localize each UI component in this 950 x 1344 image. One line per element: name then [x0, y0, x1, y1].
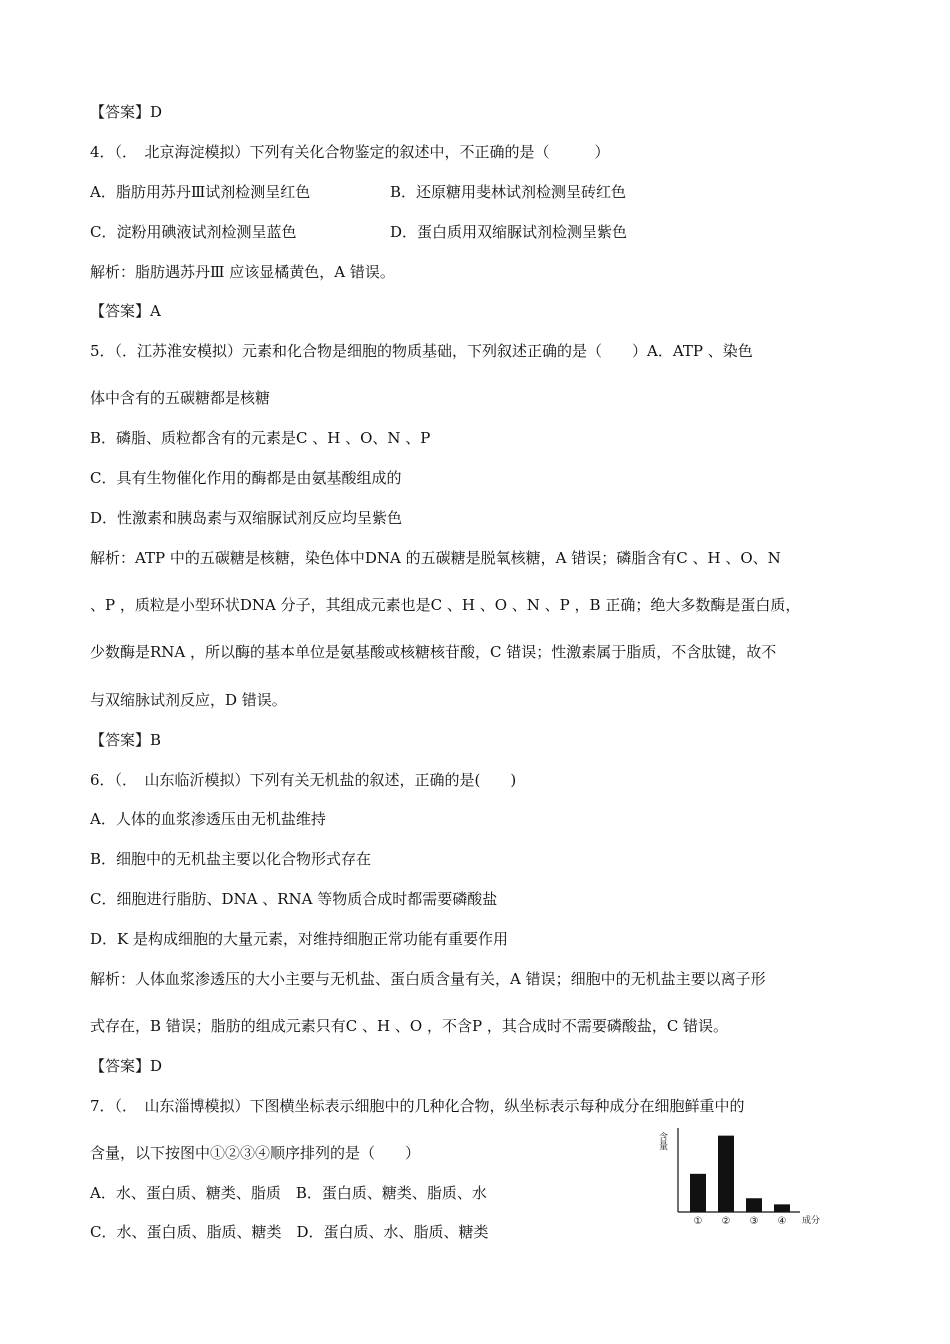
- x-tick-label-3: ③: [749, 1216, 759, 1227]
- x-tick-label-1: ①: [693, 1216, 703, 1227]
- q5-option-b: B．磷脂、质粒都含有的元素是C 、H 、O、N 、P: [90, 429, 431, 447]
- q6-option-d: D．K 是构成细胞的大量元素，对维持细胞正常功能有重要作用: [90, 930, 509, 948]
- question-5-cont: 体中含有的五碳糖都是核糖: [90, 389, 271, 407]
- x-tick-label-4: ④: [777, 1216, 787, 1227]
- q4-option-a: A．脂肪用苏丹Ⅲ试剂检测呈红色: [90, 183, 311, 201]
- question-5: 5．（．江苏淮安模拟）元素和化合物是细胞的物质基础，下列叙述正确的是（ ）A．ATP 、染色: [90, 342, 753, 360]
- question-6: 6．（． 山东临沂模拟）下列有关无机盐的叙述，正确的是( ): [90, 771, 517, 789]
- question-7: 7．（． 山东淄博模拟）下图横坐标表示细胞中的几种化合物，纵坐标表示每种成分在细胞鲜重中的: [90, 1097, 745, 1115]
- bar-3: [746, 1198, 762, 1212]
- q7-options-ab: A．水、蛋白质、糖类、脂质 B．蛋白质、糖类、脂质、水: [90, 1184, 487, 1202]
- question-7-cont: 含量，以下按图中①②③④顺序排列的是（ ）: [90, 1144, 421, 1162]
- q6-option-c: C．细胞进行脂肪、DNA 、RNA 等物质合成时都需要磷酸盐: [90, 890, 498, 908]
- q6-option-a: A．人体的血浆渗透压由无机盐维持: [90, 810, 326, 828]
- q5-option-c: C．具有生物催化作用的酶都是由氨基酸组成的: [90, 469, 402, 487]
- q5-analysis-4: 与双缩脉试剂反应，D 错误。: [90, 691, 287, 709]
- q7-options-cd: C．水、蛋白质、脂质、糖类 D．蛋白质、水、脂质、糖类: [90, 1223, 489, 1241]
- q4-option-b: B．还原糖用斐林试剂检测呈砖红色: [390, 183, 627, 201]
- x-axis-label: 成分: [802, 1216, 821, 1226]
- q4-analysis: 解析：脂肪遇苏丹Ⅲ 应该显橘黄色，A 错误。: [90, 263, 395, 281]
- q6-option-b: B．细胞中的无机盐主要以化合物形式存在: [90, 850, 372, 868]
- q6-analysis-2: 式存在，B 错误；脂肪的组成元素只有C 、H 、O ，不含P ，其合成时不需要磷酸盐，C 错误。: [90, 1017, 729, 1035]
- q5-answer: 【答案】B: [90, 731, 162, 749]
- q5-analysis-1: 解析：ATP 中的五碳糖是核糖，染色体中DNA 的五碳糖是脱氧核糖，A 错误；磷脂含有C 、H 、O、N: [90, 549, 781, 567]
- y-axis-label: 含量: [657, 1132, 667, 1150]
- q6-answer: 【答案】D: [90, 1057, 163, 1075]
- q5-analysis-2: 、P ，质粒是小型环状DNA 分子，其组成元素也是C 、H 、O 、N 、P ，B 正确；绝大多数酶是蛋白质，: [90, 596, 801, 614]
- bar-2: [718, 1136, 734, 1212]
- q4-option-d: D．蛋白质用双缩脲试剂检测呈紫色: [390, 223, 628, 241]
- q6-analysis-1: 解析：人体血浆渗透压的大小主要与无机盐、蛋白质含量有关，A 错误；细胞中的无机盐主要以离子形: [90, 970, 766, 988]
- q4-option-c: C．淀粉用碘液试剂检测呈蓝色: [90, 223, 297, 241]
- q4-answer: 【答案】A: [90, 302, 161, 320]
- composition-bar-chart: [650, 1120, 840, 1232]
- line-answer-3: 【答案】D: [90, 103, 163, 121]
- q5-analysis-3: 少数酶是RNA ，所以酶的基本单位是氨基酸或核糖核苷酸，C 错误；性激素属于脂质，不含肽键，故不: [90, 643, 777, 661]
- q5-option-d: D．性激素和胰岛素与双缩脲试剂反应均呈紫色: [90, 509, 403, 527]
- x-tick-label-2: ②: [721, 1216, 731, 1227]
- question-4: 4．（． 北京海淀模拟）下列有关化合物鉴定的叙述中，不正确的是（ ）: [90, 143, 610, 161]
- bar-1: [690, 1174, 706, 1212]
- bar-4: [774, 1204, 790, 1212]
